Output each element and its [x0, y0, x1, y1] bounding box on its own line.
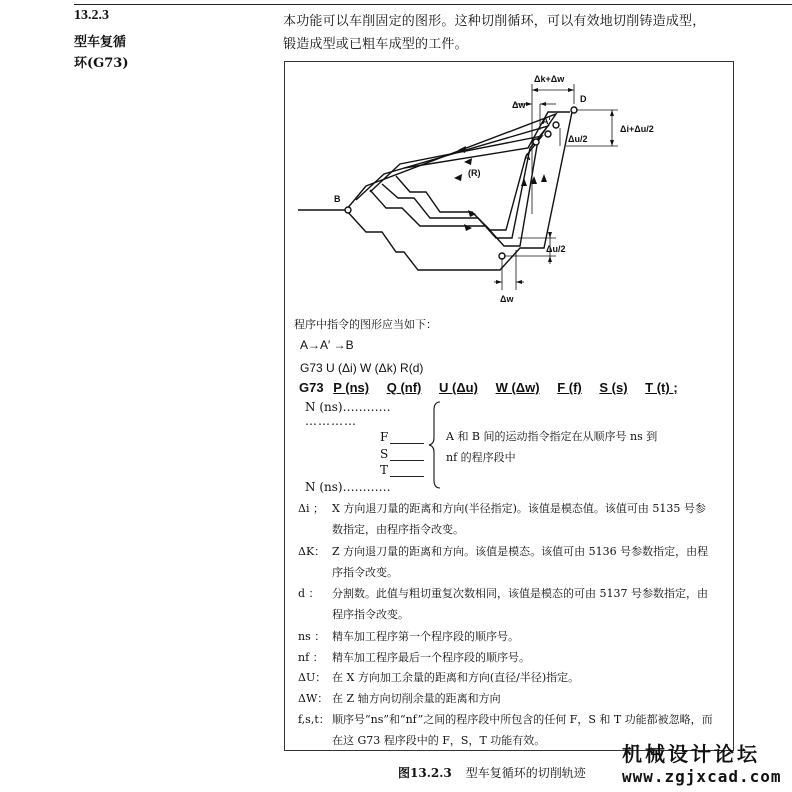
g73-w: W (Δw) [495, 380, 540, 395]
label-dk-dw: Δk+Δw [534, 74, 565, 84]
program-line-g73-second [299, 380, 678, 395]
brace-text-line1: A 和 B 间的运动指令指定在从顺序号 ns 到 [446, 430, 658, 443]
definition-di: Δi ； X 方向退刀量的距离和方向(半径指定)。该值是模态值。该值可由 5135 号参 [298, 502, 706, 515]
label-r: (R) [468, 168, 481, 178]
definition-d: d ： 分割数。此值与粗切重复次数相同，该值是模态的可由 5137 号参数指定，由 [298, 587, 708, 600]
point-b [345, 207, 351, 213]
label-a-prime: A' [542, 116, 551, 126]
program-line-path: A→A′ →B [300, 338, 354, 352]
definition-di-cont: 数指定，由程序指令改变。 [332, 523, 464, 536]
definition-fst-cont: 在这 G73 程序段中的 F，S，T 功能有效。 [332, 734, 546, 747]
g73-u: U (Δu) [439, 380, 478, 395]
label-dw-top: Δw [512, 100, 526, 110]
definition-nf: nf ： 精车加工程序最后一个程序段的顺序号。 [298, 651, 530, 664]
g73-word: G73 [299, 380, 324, 395]
label-a: A [524, 152, 531, 162]
intro-line1: 本功能可以车削固定的图形。这种切削循环，可以有效地切削铸造成型， [283, 14, 706, 29]
definition-fst: f,s,t： 顺序号“ns”和“nf”之间的程序段中所包含的任何 F，S 和 T 功能都被忽略，而 [298, 713, 713, 726]
program-line-g73-first: G73 U (Δi) W (Δk) R(d) [300, 361, 424, 375]
point-a2-marker [545, 131, 551, 137]
section-number: 13.2.3 [74, 8, 109, 23]
field-f: F [380, 430, 389, 444]
watermark-title: 机械设计论坛 [622, 742, 760, 766]
label-di-du2: Δi+Δu/2 [620, 124, 654, 134]
label-du2-bottom: Δu/2 [546, 244, 566, 254]
g73-t: T (t) ; [645, 380, 678, 395]
g73-f: F (f) [557, 380, 582, 395]
field-s-line [390, 460, 424, 461]
g73-p: P (ns) [333, 380, 370, 395]
g73-s: S (s) [599, 380, 628, 395]
top-rule [74, 4, 792, 5]
field-t: T [380, 463, 389, 477]
program-intro: 程序中指令的图形应当如下： [294, 318, 437, 331]
brace-icon [428, 400, 446, 490]
intro-line2: 锻造成型或已粗车成型的工件。 [283, 37, 468, 52]
field-s: S [380, 447, 389, 461]
definition-dw: ΔW： 在 Z 轴方向切削余量的距离和方向 [298, 692, 501, 705]
final-profile [298, 112, 572, 270]
figure-caption [398, 764, 586, 781]
field-t-line [390, 476, 424, 477]
section-title-line2: 环(G73) [74, 56, 129, 71]
definition-ns: ns ： 精车加工程序第一个程序段的顺序号。 [298, 630, 519, 643]
label-du2-top: Δu/2 [568, 134, 588, 144]
point-a-prime-marker [553, 122, 559, 128]
point-a-marker [533, 139, 539, 145]
block-end: N (ns)………… [305, 480, 391, 494]
field-f-line [390, 443, 424, 444]
label-d: D [580, 94, 587, 104]
label-dw-bottom: Δw [500, 294, 514, 304]
label-b: B [334, 194, 341, 204]
definition-dk: ΔK： Z 方向退刀量的距离和方向。该值是模态。该值可由 5136 号参数指定，由程 [298, 545, 709, 558]
definition-dk-cont: 序指令改变。 [332, 566, 398, 579]
g73-q: Q (nf) [386, 380, 422, 395]
block-dots: ………… [305, 414, 357, 428]
block-start: N (ns)………… [305, 400, 391, 414]
definition-d-cont: 程序指令改变。 [332, 608, 409, 621]
section-title-line1: 型车复循 [74, 35, 127, 50]
caption-number: 图13.2.3 [398, 766, 452, 780]
g73-toolpath-diagram [285, 62, 733, 312]
brace-text-line2: nf 的程序段中 [446, 451, 516, 464]
definition-du: ΔU： 在 X 方向加工余量的距离和方向(直径/半径)指定。 [298, 671, 580, 684]
watermark-url: www.zgjxcad.com [622, 767, 782, 786]
caption-text: 型车复循环的切削轨迹 [465, 766, 586, 780]
